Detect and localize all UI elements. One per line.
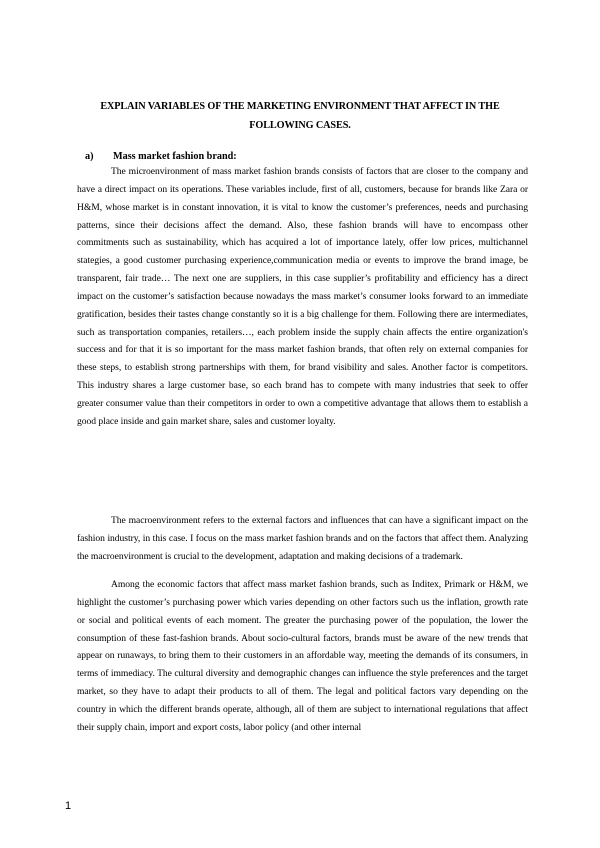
page-number: 1 — [65, 800, 72, 812]
section-heading-text: Mass market fashion brand: — [113, 151, 237, 162]
paragraph-microenvironment: The microenvironment of mass market fashion brands consists of factors that are closer to the company and have a direct impact on its operations. These variables include, first of all, customers, because for brands like Zara or H&M, whose market is in constant innovation, it is vital to know the customer’s preferences, needs and purchasing patterns, since their decisions affect the demand. Also, these fashion brands will have to encompass other commitments such as sustainability, which has acquired a lot of importance lately, offer low prices, multichannel stategies, a good customer purchasing experience,communication media or events to improve the brand image, be transparent, fair trade… The next one are suppliers, in this case supplier’s profitability and efficiency has a direct impact on the customer’s satisfaction because nowadays the mass market’s consumer looks forward to an immediate gratification, besides their tastes change constantly so it is a big challenge for them. Following there are intermediates, such as transportation companies, retailers…, each problem inside the supply chain affects the entire organization's success and for that it is so important for the mass market fashion brands, that often rely on external companies for these steps, to establish strong partnerships with them, for brand visibility and sales. Another factor is competitors. This industry shares a large customer base, so each brand has to compete with many industries that seek to offer greater consumer value than their competitors in order to own a competitive advantage that allows them to establish a good place inside and gain market share, sales and customer loyalty. — [77, 166, 528, 427]
document-title: EXPLAIN VARIABLES OF THE MARKETING ENVIRONMENT THAT AFFECT IN THE FOLLOWING CASES. — [100, 101, 500, 131]
section-heading — [85, 150, 237, 164]
section-marker: a) — [85, 151, 94, 162]
paragraph-macroenvironment: The macroenvironment refers to the external factors and influences that can have a significant impact on the fashion industry, in this case. I focus on the mass market fashion brands and on the factors that affect them. Analyzing the macroenvironment is crucial to the development, adaptation and making decisions of a trademark. — [77, 515, 528, 562]
paragraph-economic-factors: Among the economic factors that affect mass market fashion brands, such as Inditex, Primark or H&M, we highlight the customer’s purchasing power which varies depending on other factors such us the inflation, growth rate or social and political events of each moment. The greater the purchasing power of the population, the lower the consumption of these fast-fashion brands. About socio-cultural factors, brands must be aware of the new trends that appear on runaways, to bring them to their customers in an affordable way, meeting the demands of its consumers, in terms of immediacy. The cultural diversity and demographic changes can influence the style preferences and the target market, so they have to adapt their products to all of them. The legal and political factors vary depending on the country in which the different brands operate, although, all of them are subject to international regulations that affect their supply chain, import and export costs, labor policy (and other internal — [77, 579, 528, 733]
